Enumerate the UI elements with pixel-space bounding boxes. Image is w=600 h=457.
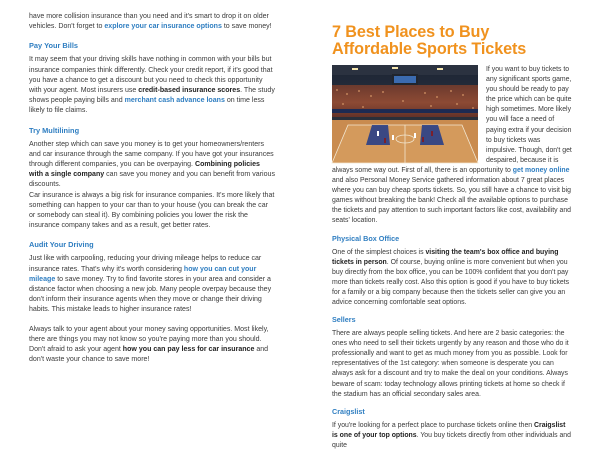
audit-driving-heading: Audit Your Driving xyxy=(29,240,94,250)
sellers-heading: Sellers xyxy=(332,315,356,325)
audit-paragraph-2: Always talk to your agent about your money saving opportunities. Most likely, there are things you may not know so you're paying more than you should. Don't afraid to ask your agent how you can pay less for car insurance and don't waste your chance to save more! xyxy=(29,325,269,364)
box-office-heading: Physical Box Office xyxy=(332,233,400,243)
box-office-paragraph: One of the simplest choices is visiting the team's box office and buying tickets in person. Of course, buying online is more convenient but when you buy directly from the box office, you can be 100% confident that you don't pay more than tickets really cost. Also this option is good if you have to buy tickets for a family or a big company because then the tickets seller can give you an advice concerning comfortable seat options. xyxy=(332,248,570,306)
right-column xyxy=(332,0,572,457)
multilining-paragraph: Another step which can save you money is to get your homeowners/renters and car insurance through the same company. If you have got your insurances through different companies, you can be overpaying. Combining policies with a single company can save you money and you can benefit from various discounts. xyxy=(29,140,275,189)
multilining-heading: Try Multilining xyxy=(29,125,80,135)
multilining-paragraph-2: Car insurance is always a big risk for insurance companies. It's more likely that something can happen to your car than to your house (you can break the car or somebody can steal it). By combining policies you lower the risk the insurance company takes and as a result, get better rates. xyxy=(29,191,275,230)
craigslist-paragraph: If you're looking for a perfect place to purchase tickets online then Craigslist is one of your top options. You buy tickets directly from other individuals and quite xyxy=(332,421,571,449)
intro-paragraph: If you want to buy tickets to any significant sports game, you should be ready to pay the price which can be quite high sometimes. More likely you will face a need of paying extra if your decision to buy tickets was impulsive. Though, don't get despaired, because it is always some way out. First of all, there is an opportunity to get money online and also Personal Money Service gathered information about 7 great places where you can buy cheap sports tickets. So, you still have a chance to visit big games without breaking the bank! Check all the available options to purchase the tickets and pay attention to such important factors like cost, availability and seats' location. xyxy=(332,66,572,225)
pay-bills-paragraph: It may seem that your driving skills have nothing in common with your bills but insurance companies think differently. Check your credit report, if it's good that you have a chance to get a discount but you need to check this opportunity with your agent. Most insurers use credit-based insurance scores. The study shows people paying bills and merchant cash advance loans on time less likely to file claims. xyxy=(29,56,275,115)
car-insurance-options-link[interactable]: explore your car insurance options xyxy=(104,23,222,31)
cut-mileage-link[interactable]: how you can cut your mileage xyxy=(29,265,257,283)
pay-bills-heading: Pay Your Bills xyxy=(29,41,79,51)
basketball-arena-image xyxy=(332,65,478,163)
merchant-cash-advance-link[interactable]: merchant cash advance loans xyxy=(124,97,225,105)
craigslist-heading: Craigslist xyxy=(332,406,365,416)
sellers-paragraph: There are always people selling tickets. And here are 2 basic categories: the ones who need to sell their tickets urgently by any reason and those who do it professionally and want to get as much money from you as possible. Look for representatives of the 1st category: when someone is desperate you can always ask for a discount and try to make the deal on your conditions. Always beware of scam: today technology allows printing tickets at home so check if the stadium has an official secondary sales area. xyxy=(332,330,569,398)
audit-paragraph: Just like with carpooling, reducing your driving mileage helps to reduce car insurance rates. That's why it's worth considering how you can cut your mileage to save money. Try to find favorite stores in your area and consider a distance factor when choosing a new job. Many people overpay because they don't inform their insurance agents when they move or change their driving habits. This mistake leads to higher insurance rates! xyxy=(29,255,272,314)
intro-paragraph: have more collision insurance than you need and it's smart to drop it on older vehicles. Don't forget to explore your car insurance options to save money! xyxy=(29,13,272,31)
get-money-online-link[interactable]: get money online xyxy=(512,166,570,174)
article-title: 7 Best Places to Buy Affordable Sports Tickets xyxy=(332,23,527,58)
stadium-photo xyxy=(332,65,478,163)
